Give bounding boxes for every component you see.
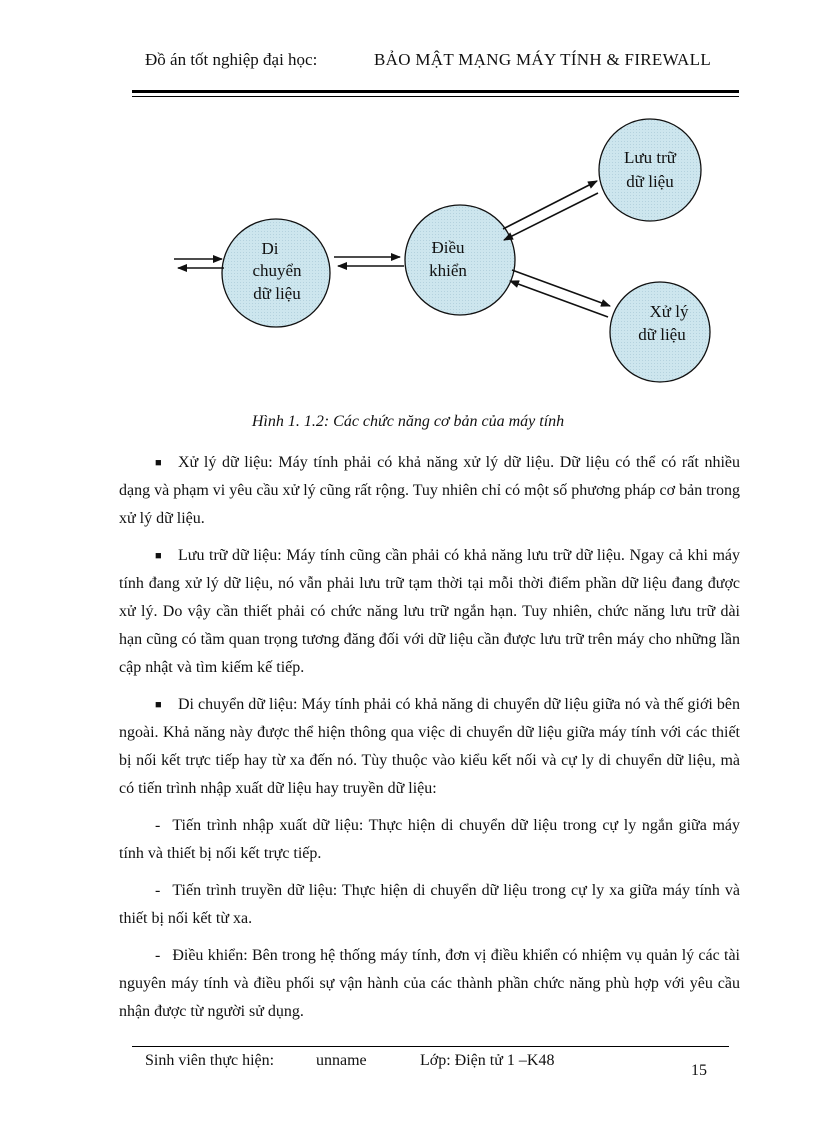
node-dieu-khien-label-2: khiển bbox=[429, 261, 467, 280]
footer-rule bbox=[132, 1046, 729, 1047]
paragraph-nhap-xuat bbox=[119, 812, 740, 868]
node-dieu-khien bbox=[405, 205, 515, 315]
node-xu-ly-label-2: dữ liệu bbox=[638, 325, 686, 344]
dash-marker: - bbox=[155, 947, 161, 964]
paragraph-text: Lưu trữ dữ liệu: Máy tính cũng cần phải có khả năng lưu trữ dữ liệu. Ngay cả khi máy tính đang xử lý dữ liệu, nó vẫn phải lưu trữ tạm thời tại mỗi thời điểm phần dữ liệu đang được xử lý. Do vậy cần thiết phải có chức năng lưu trữ ngắn hạn. Tuy nhiên, chức năng lưu trữ dài hạn cũng có tầm quan trọng tương đăng đối với dữ liệu cần được lưu trữ trên máy cho những lần cập nhật và tìm kiếm kế tiếp. bbox=[119, 547, 740, 676]
node-di-chuyen-label-3: dữ liệu bbox=[253, 284, 301, 303]
node-dieu-khien-label-1: Điều bbox=[431, 238, 465, 257]
node-di-chuyen-label-2: chuyển bbox=[252, 261, 302, 280]
node-luu-tru bbox=[599, 119, 701, 221]
paragraph-text: Xử lý dữ liệu: Máy tính phải có khả năng xử lý dữ liệu. Dữ liệu có thể có rất nhiều dạng và phạm vi yêu cầu xử lý cũng rất rộng. Tuy nhiên chỉ có một số phương pháp cơ bản trong xử lý dữ liệu. bbox=[119, 454, 740, 527]
figure-caption: Hình 1. 1.2: Các chức năng cơ bản của máy tính bbox=[251, 413, 565, 430]
page-number: 15 bbox=[691, 1062, 707, 1079]
arrow-dieukhien-to-luutru bbox=[503, 181, 597, 229]
arrow-dieukhien-to-xuly bbox=[512, 270, 610, 306]
paragraph-text: Tiến trình nhập xuất dữ liệu: Thực hiện di chuyển dữ liệu trong cự ly ngắn giữa máy tính và thiết bị nối kết trực tiếp. bbox=[119, 817, 740, 862]
body-content bbox=[119, 449, 740, 1026]
bullet-icon: ■ bbox=[155, 457, 162, 469]
node-di-chuyen-label-1: Di bbox=[261, 239, 279, 258]
footer-class: Lớp: Điện tử 1 –K48 bbox=[420, 1052, 555, 1069]
arrow-luutru-to-dieukhien bbox=[504, 193, 598, 240]
node-xu-ly-label-1: Xử lý bbox=[649, 302, 689, 321]
arrow-xuly-to-dieukhien bbox=[510, 281, 608, 317]
header-title: BẢO MẬT MẠNG MÁY TÍNH & FIREWALL bbox=[374, 50, 712, 69]
footer-student-name: unname bbox=[316, 1052, 367, 1069]
paragraph-truyen bbox=[119, 877, 740, 933]
paragraph-text: Điều khiển: Bên trong hệ thống máy tính, đơn vị điều khiển có nhiệm vụ quản lý các tài nguyên máy tính và điều phối sự vận hành của các thành phần chức năng phù hợp với yêu cầu nhận được từ người sử dụng. bbox=[119, 947, 740, 1020]
node-luu-tru-label-2: dữ liệu bbox=[626, 172, 674, 191]
paragraph-text: Di chuyển dữ liệu: Máy tính phải có khả năng di chuyển dữ liệu giữa nó và thế giới bên ngoài. Khả năng này được thể hiện thông qua việc di chuyển dữ liệu giữa máy tính với các thiết bị nối kết trực tiếp hay từ xa đến nó. Tùy thuộc vào kiểu kết nối và cự ly di chuyển dữ liệu, mà có tiến trình nhập xuất dữ liệu hay truyền dữ liệu: bbox=[119, 696, 740, 797]
dash-marker: - bbox=[155, 882, 161, 899]
paragraph-xu-ly bbox=[119, 449, 740, 533]
node-luu-tru-label-1: Lưu trữ bbox=[624, 148, 676, 167]
paragraph-di-chuyen bbox=[119, 691, 740, 803]
paragraph-luu-tru bbox=[119, 542, 740, 682]
paragraph-text: Tiến trình truyền dữ liệu: Thực hiện di chuyển dữ liệu trong cự ly xa giữa máy tính và thiết bị nối kết từ xa. bbox=[119, 882, 740, 927]
dash-marker: - bbox=[155, 817, 161, 834]
header-left-text: Đồ án tốt nghiệp đại học: bbox=[145, 50, 318, 69]
paragraph-dieu-khien bbox=[119, 942, 740, 1026]
footer-student-label: Sinh viên thực hiện: bbox=[145, 1052, 275, 1069]
bullet-icon: ■ bbox=[155, 699, 162, 711]
function-diagram bbox=[0, 0, 816, 400]
bullet-icon: ■ bbox=[155, 550, 162, 562]
